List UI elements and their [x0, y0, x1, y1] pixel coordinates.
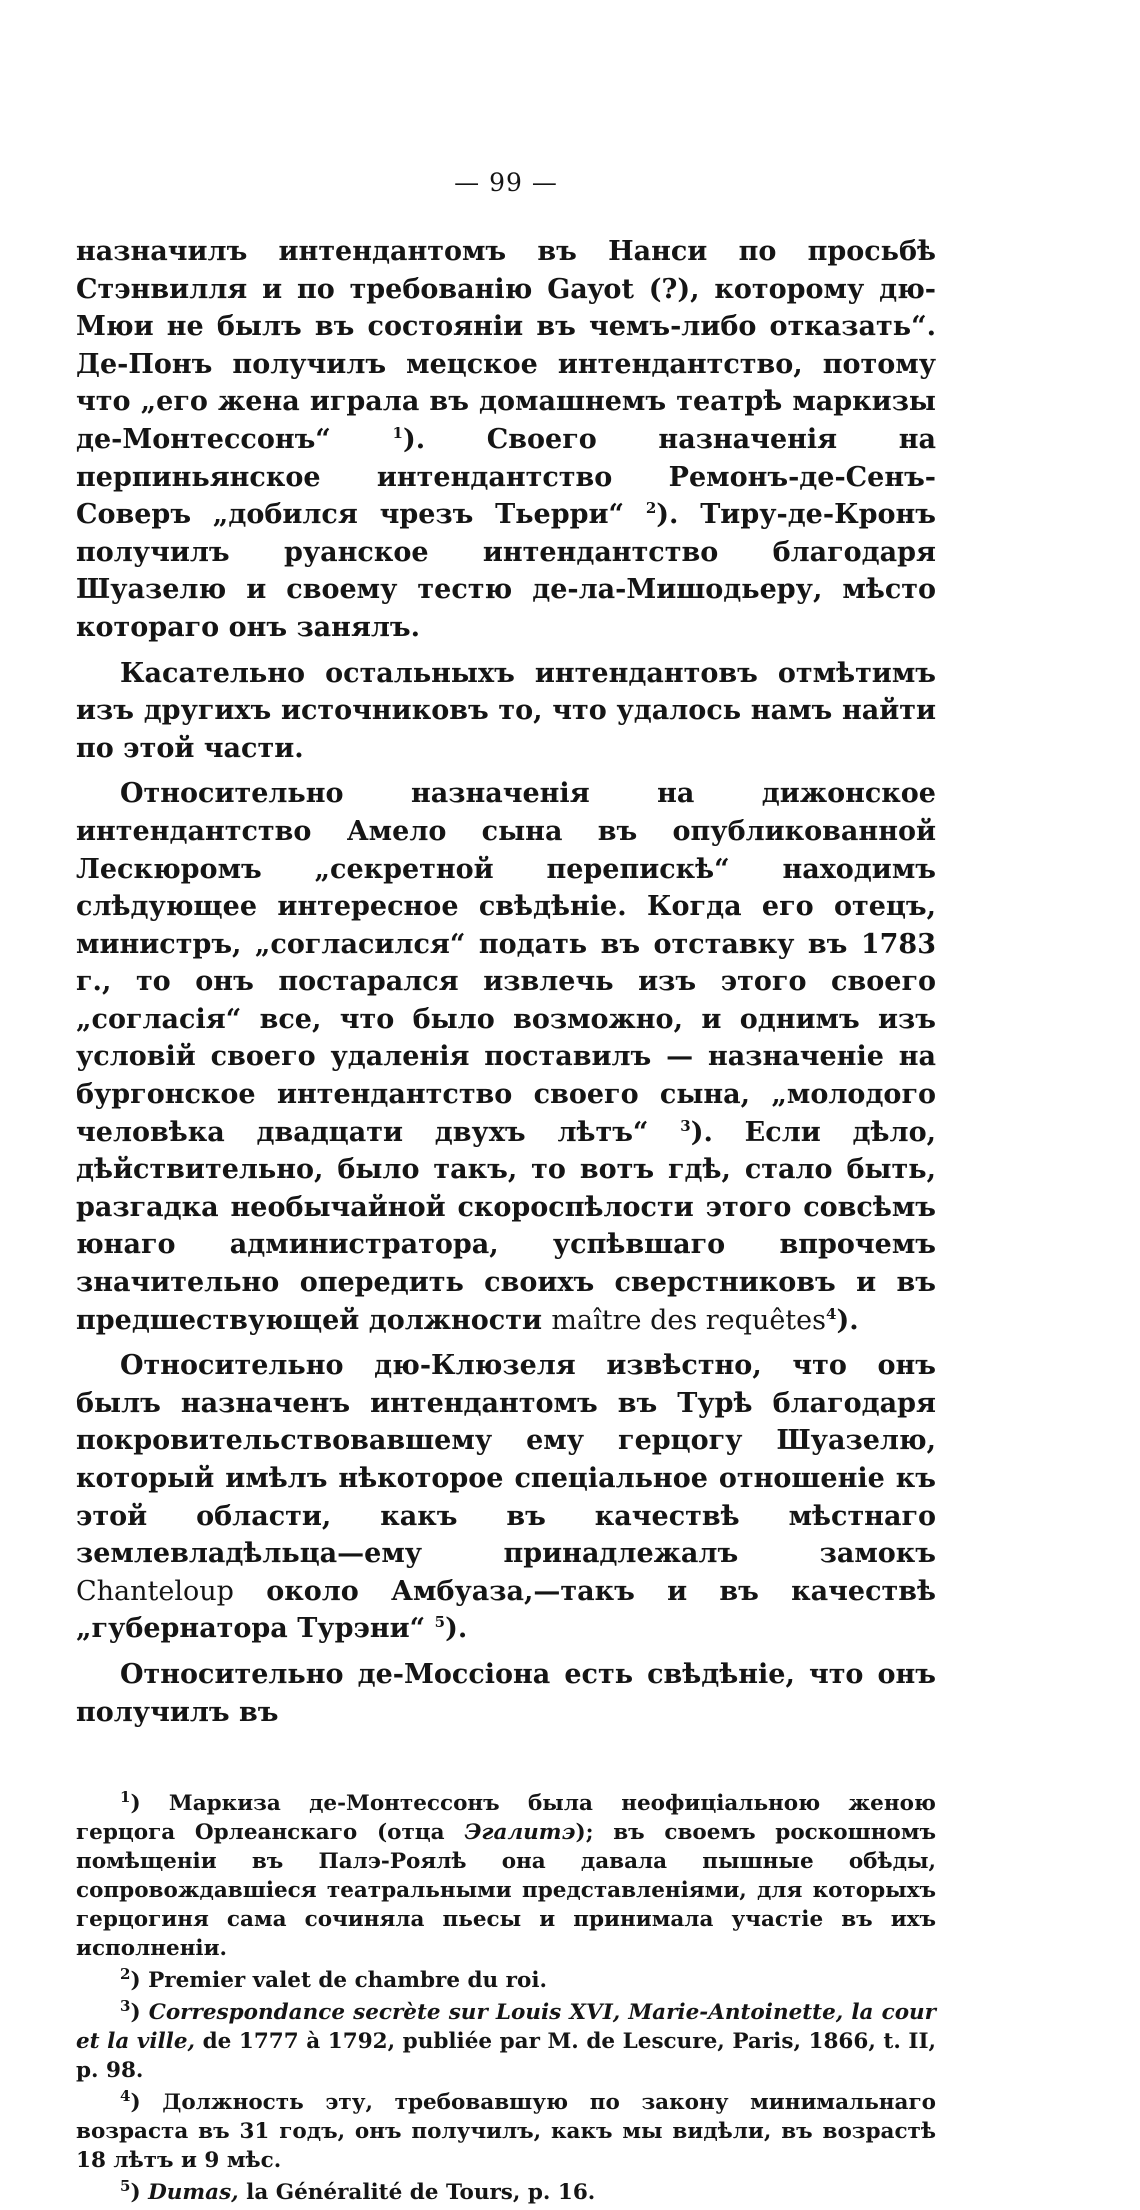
footnote-text: Должность эту, требовавшую по закону минимальнаго возраста въ 31 годъ, онъ получилъ, какъ мы видѣли, въ возрастѣ 18 лѣтъ и 9 мѣс. — [76, 2090, 936, 2174]
paragraph-1 — [76, 233, 936, 647]
footnote-italic: Correspondance secrète sur Louis XVI, Marie-Antoinette, la cour et la ville, — [76, 2000, 936, 2055]
footnote-text: ); въ своемъ роскошномъ помѣщеніи въ Палэ-Роялѣ она давала пышные обѣды, сопровождавшіеся театральными представленіями, для которыхъ герцогиня сама сочиняла пьесы и принимала участіе въ ихъ исполненіи. — [76, 1820, 936, 1962]
latin-phrase: maître des requêtes — [551, 1304, 826, 1336]
footnote-number: 1 — [120, 1788, 131, 1806]
paragraph-text: Относительно назначенія на дижонское интендантство Амело сына въ опубликованной Лескюромъ „секретной перепискѣ“ находимъ слѣдующее интересное свѣдѣніе. Когда его отецъ, министръ, „согласился“ подать въ отставку въ 1783 г., то онъ постарался извлечь изъ этого своего „согласія“ все, что было возможно, и однимъ изъ условій своего удаленія поставилъ — назначеніе на бургонское интендантство своего сына, „молодого человѣка двадцати двухъ лѣтъ“ — [76, 778, 936, 1148]
footnote-2: $^2$) Premier valet de chambre du roi. — [120, 1965, 547, 1994]
paragraph-text: назначилъ интендантомъ въ Нанси по просьбѣ Стэнвилля и по требованію Gayot (?), которому дю-Мюи не былъ въ состояніи въ чемъ-либо отказать“. Де-Понъ получилъ мецское интендантство, потому что „его жена играла въ домашнемъ театрѣ маркизы де-Монтессонъ“ — [76, 236, 936, 455]
footnote-italic: Эгалитэ — [464, 1820, 576, 1846]
footnote-5: $^5$) Dumas, la Généralité de Tours, p. 16. — [120, 2177, 596, 2206]
footnote-number: 2 — [120, 1965, 131, 1983]
footnote-3: $^3$) Correspondance secrète sur Louis XVI, Marie-Antoinette, la cour et la ville, de 1777 à 1792, publiée par M. de Lescure, Paris, 1866, t. II, p. 98. — [76, 1997, 936, 2084]
paragraph-text: ). — [836, 1304, 859, 1336]
footnote-ref: 4 — [826, 1304, 837, 1323]
footnote-ref: 3 — [680, 1116, 691, 1135]
footnote-1: $^1$) Маркиза де-Монтессонъ была неофиціальною женою герцога Орлеанскаго (отца Эгалитэ); въ своемъ роскошномъ помѣщеніи въ Палэ-Роялѣ она давала пышные обѣды, сопровождавшіеся театральными представленіями, для которыхъ герцогиня сама сочиняла пьесы и принимала участіе въ ихъ исполненіи. — [76, 1788, 936, 1962]
paragraph-text: ). Своего назначенія на перпиньянское интендантство Ремонъ-де-Сенъ-Соверъ „добился чрезъ Тьерри“ — [76, 423, 936, 531]
paragraph-text: ). Если дѣло, дѣйствительно, было такъ, то вотъ гдѣ, стало быть, разгадка необычайной скороспѣлости этого совсѣмъ юнаго администратора, успѣвшаго впрочемъ значительно опередить своихъ сверстниковъ и въ предшествующей должности — [76, 1116, 936, 1336]
footnote-text: de 1777 à 1792, publiée par M. de Lescure, Paris, 1866, t. II, p. 98. — [76, 2029, 936, 2084]
latin-phrase: Chanteloup — [76, 1575, 234, 1607]
paragraph-4 — [76, 1347, 936, 1648]
paragraph-2 — [76, 655, 936, 768]
paragraph-text: Относительно дю-Клюзеля извѣстно, что онъ былъ назначенъ интендантомъ въ Турѣ благодаря покровительствовавшему ему герцогу Шуазелю, который имѣлъ нѣкоторое спеціальное отношеніе къ этой области, какъ въ качествѣ мѣстнаго землевладѣльца—ему принадлежалъ замокъ — [76, 1350, 936, 1570]
footnote-ref: 5 — [434, 1613, 446, 1632]
paragraph-5 — [76, 1656, 936, 1731]
footnote-ref: 2 — [645, 499, 657, 518]
footnote-4: $^4$) Должность эту, требовавшую по закону минимальнаго возраста въ 31 годъ, онъ получилъ, какъ мы видѣли, въ возрастѣ 18 лѣтъ и 9 мѣс. — [76, 2087, 936, 2174]
footnote-italic: Dumas, — [148, 2180, 239, 2206]
footnote-number: 5 — [120, 2177, 131, 2195]
footnote-text: Premier valet de chambre du roi. — [148, 1968, 547, 1994]
footnote-ref: 1 — [392, 423, 403, 442]
paragraph-text: ). Тиру-де-Кронъ получилъ руанское интендантство благодаря Шуазелю и своему тестю де-ла-Мишодьеру, мѣсто котораго онъ занялъ. — [76, 499, 936, 643]
footnotes — [76, 1789, 936, 2207]
footnote-text: Маркиза де-Монтессонъ была неофиціальною женою герцога Орлеанскаго (отца — [76, 1791, 936, 1846]
page-number: — 99 — — [454, 168, 558, 197]
paragraph-text: около Амбуаза,—такъ и въ качествѣ „губернатора Турэни“ — [76, 1575, 936, 1645]
footnote-number: 3 — [120, 1997, 131, 2015]
paragraph-text: Касательно остальныхъ интендантовъ отмѣтимъ изъ другихъ источниковъ то, что удалось намъ найти по этой части. — [76, 657, 936, 764]
footnote-text: la Généralité de Tours, p. 16. — [246, 2180, 596, 2206]
paragraph-3 — [76, 775, 936, 1339]
page — [76, 160, 936, 2210]
paragraph-text: Относительно де-Моссіона есть свѣдѣніе, что онъ получилъ въ — [76, 1658, 936, 1728]
footnote-number: 4 — [120, 2087, 131, 2105]
paragraph-text: ). — [445, 1613, 468, 1645]
